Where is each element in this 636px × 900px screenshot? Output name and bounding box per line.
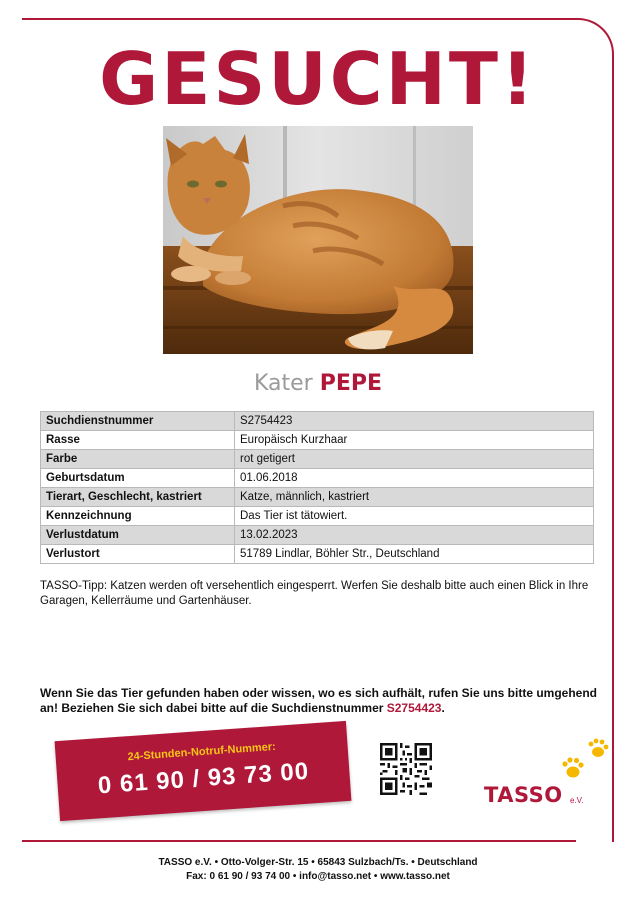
row-value: S2754423 [235, 412, 594, 431]
appeal-reference-number: S2754423 [386, 701, 442, 715]
pet-name-heading [0, 368, 636, 400]
table-row [41, 526, 594, 545]
table-row [41, 412, 594, 431]
row-value: 51789 Lindlar, Böhler Str., Deutschland [235, 545, 594, 564]
tasso-tip: TASSO-Tipp: Katzen werden oft versehentlich eingesperrt. Werfen Sie deshalb bitte auch einen Blick in Ihre Garagen, Kellerräume und Gartenhäuser. [40, 580, 589, 607]
footer-contact: Fax: 0 61 90 / 93 74 00 • info@tasso.net • www.tasso.net [186, 871, 450, 882]
tasso-logo [478, 738, 612, 810]
row-label: Rasse [41, 431, 235, 450]
row-value: rot getigert [235, 450, 594, 469]
details-table [40, 411, 594, 564]
appeal-end: . [441, 701, 445, 715]
table-row [41, 507, 594, 526]
row-value: 13.02.2023 [235, 526, 594, 545]
frame-bottom-rule [22, 840, 576, 842]
row-value: Das Tier ist tätowiert. [235, 507, 594, 526]
row-label: Verlustdatum [41, 526, 235, 545]
pet-name: PEPE [319, 371, 383, 396]
appeal-body: Wenn Sie das Tier gefunden haben oder wissen, wo es sich aufhält, rufen Sie uns bitte umgehend an! Beziehen Sie sich dabei bitte auf die Suchdienstnummer [40, 686, 597, 715]
table-row [41, 431, 594, 450]
hotline-number[interactable]: 0 61 90 / 93 73 00 [97, 757, 310, 800]
paw-prints-icon [560, 738, 610, 784]
table-row [41, 450, 594, 469]
hotline-label: 24-Stunden-Notruf-Nummer: [127, 740, 277, 764]
cat-photo [163, 126, 473, 354]
qr-code-icon[interactable] [380, 743, 432, 795]
table-row [41, 488, 594, 507]
row-label: Kennzeichnung [41, 507, 235, 526]
table-row [41, 469, 594, 488]
table-row [41, 545, 594, 564]
row-label: Farbe [41, 450, 235, 469]
appeal-text [40, 686, 600, 716]
row-label: Suchdienstnummer [41, 412, 235, 431]
row-label: Tierart, Geschlecht, kastriert [41, 488, 235, 507]
row-label: Geburtsdatum [41, 469, 235, 488]
row-value: 01.06.2018 [235, 469, 594, 488]
footer-address: TASSO e.V. • Otto-Volger-Str. 15 • 65843 Sulzbach/Ts. • Deutschland [158, 857, 478, 868]
pet-title: Kater [253, 371, 313, 396]
logo-wordmark: TASSO [484, 783, 563, 807]
row-label: Verlustort [41, 545, 235, 564]
row-value: Katze, männlich, kastriert [235, 488, 594, 507]
logo-suffix: e.V. [570, 796, 584, 805]
headline: GESUCHT! [99, 37, 537, 121]
footer [0, 856, 636, 884]
row-value: Europäisch Kurzhaar [235, 431, 594, 450]
